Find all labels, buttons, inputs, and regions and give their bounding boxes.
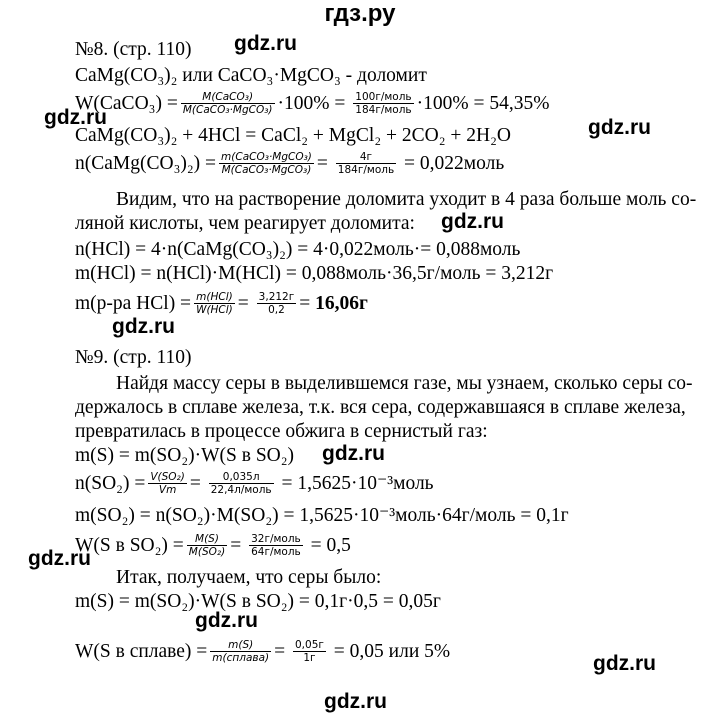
denominator: 1г — [303, 652, 316, 665]
numerator: 0,05г — [295, 639, 324, 652]
fraction — [336, 151, 396, 176]
denominator: W(HCl) — [196, 304, 233, 317]
text: = — [237, 293, 249, 314]
text: = — [299, 293, 311, 314]
task8-mass-fraction-line — [75, 92, 549, 117]
numerator: 100г/моль — [355, 91, 412, 104]
denominator: m(сплава) — [212, 652, 270, 665]
task9-text-3: превратилась в процессе обжига в сернистый газ: — [75, 421, 488, 442]
watermark: gdz.ru — [588, 116, 651, 139]
task9-m-so2: m(SO₂) = n(SO₂)·M(SO₂) = 1,5625·10⁻³моль·64г/моль = 0,1г — [75, 505, 569, 526]
denominator: M(SO₂) — [188, 546, 226, 559]
fraction — [209, 471, 274, 496]
lhs: n(SO₂) = — [75, 473, 146, 494]
rhs: = 1,5625·10⁻³моль — [281, 473, 434, 494]
watermark: gdz.ru — [44, 106, 107, 129]
task9-w-line — [75, 534, 351, 559]
fraction — [249, 533, 303, 558]
watermark: gdz.ru — [324, 690, 387, 713]
task8-n-hcl: n(HCl) = 4·n(CaMg(CO₃)₂) = 4·0,022моль·= 0,088моль — [75, 239, 521, 260]
fraction — [293, 639, 326, 664]
text: = — [189, 473, 201, 494]
watermark: gdz.ru — [112, 315, 175, 338]
task8-reaction: CaMg(CO₃)₂ + 4HCl = CaCl₂ + MgCl₂ + 2CO₂ + 2H₂O — [75, 125, 511, 146]
fraction — [148, 471, 187, 496]
numerator: M(S) — [187, 533, 227, 546]
numerator: 32г/моль — [251, 533, 301, 546]
fraction — [181, 91, 275, 116]
denominator: M(CaCO₃·MgCO₃) — [221, 164, 312, 177]
rhs: ·100% = 54,35% — [416, 93, 550, 114]
text: = — [230, 535, 242, 556]
denominator: 64г/моль — [251, 546, 301, 559]
numerator: 0,035л — [209, 471, 274, 484]
fraction — [353, 91, 413, 116]
task9-text-1: Найдя массу серы в выделившемся газе, мы узнаем, сколько серы со- — [116, 373, 693, 394]
task9-text-4: Итак, получаем, что серы было: — [116, 567, 382, 588]
text: ·100% = — [277, 93, 346, 114]
task8-formula-line: CaMg(CO₃)₂ или CaCO₃·MgCO₃ - доломит — [75, 65, 427, 86]
rhs: = 0,022моль — [404, 153, 505, 174]
task9-w-alloy-line — [75, 640, 450, 665]
watermark: gdz.ru — [195, 609, 258, 632]
lhs: W(S в сплаве) = — [75, 641, 208, 662]
watermark: gdz.ru — [593, 652, 656, 675]
denominator: 22,4л/моль — [210, 484, 272, 497]
watermark: gdz.ru — [234, 32, 297, 55]
numerator: m(CaCO₃·MgCO₃) — [221, 151, 312, 164]
task8-title: №8. (стр. 110) — [75, 39, 192, 60]
task8-m-hcl: m(HCl) = n(HCl)·M(HCl) = 0,088моль·36,5г/моль = 3,212г — [75, 263, 554, 284]
denominator: 184г/моль — [337, 164, 395, 177]
result: 16,06г — [315, 293, 368, 314]
text: = — [274, 641, 286, 662]
numerator: M(CaCO₃) — [181, 91, 275, 104]
fraction — [219, 151, 314, 176]
task9-ms-formula: m(S) = m(SO₂)·W(S в SO₂) — [75, 445, 295, 466]
task9-n-so2-line — [75, 472, 434, 497]
fraction — [210, 639, 271, 664]
numerator: 4г — [336, 151, 396, 164]
denominator: M(CaCO₃·MgCO₃) — [182, 104, 273, 117]
text: = — [316, 153, 328, 174]
lhs: n(CaMg(CO₃)₂) = — [75, 153, 217, 174]
task9-title: №9. (стр. 110) — [75, 347, 192, 368]
task9-ms-calc: m(S) = m(SO₂)·W(S в SO₂) = 0,1г·0,5 = 0,05г — [75, 591, 441, 612]
numerator: 3,212г — [258, 291, 295, 304]
denominator: 0,2 — [268, 304, 285, 317]
lhs: W(CaCO₃) = — [75, 93, 178, 114]
task8-text-2: ляной кислоты, чем реагирует доломита: — [75, 213, 415, 234]
lhs: W(S в SO₂) = — [75, 535, 184, 556]
watermark: gdz.ru — [441, 210, 504, 233]
task9-text-2: держалось в сплаве железа, т.к. вся сера, содержавшаяся в сплаве железа, — [75, 397, 686, 418]
task8-moles-line — [75, 152, 504, 177]
task8-text-1: Видим, что на растворение доломита уходит в 4 раза больше моль со- — [116, 189, 697, 210]
rhs: = 0,05 или 5% — [333, 641, 451, 662]
denominator: Vm — [158, 484, 177, 497]
rhs: = 0,5 — [310, 535, 351, 556]
watermark: gdz.ru — [28, 547, 91, 570]
numerator: m(HCl) — [194, 291, 235, 304]
numerator: m(S) — [210, 639, 271, 652]
site-header: гдз.ру — [324, 0, 396, 27]
fraction — [187, 533, 227, 558]
fraction — [194, 291, 235, 316]
denominator: 184г/моль — [355, 104, 412, 117]
fraction — [257, 291, 297, 316]
numerator: V(SO₂) — [150, 471, 185, 484]
task8-solution-mass-line — [75, 292, 368, 317]
watermark: gdz.ru — [322, 442, 385, 465]
lhs: m(р-ра HCl) = — [75, 293, 192, 314]
